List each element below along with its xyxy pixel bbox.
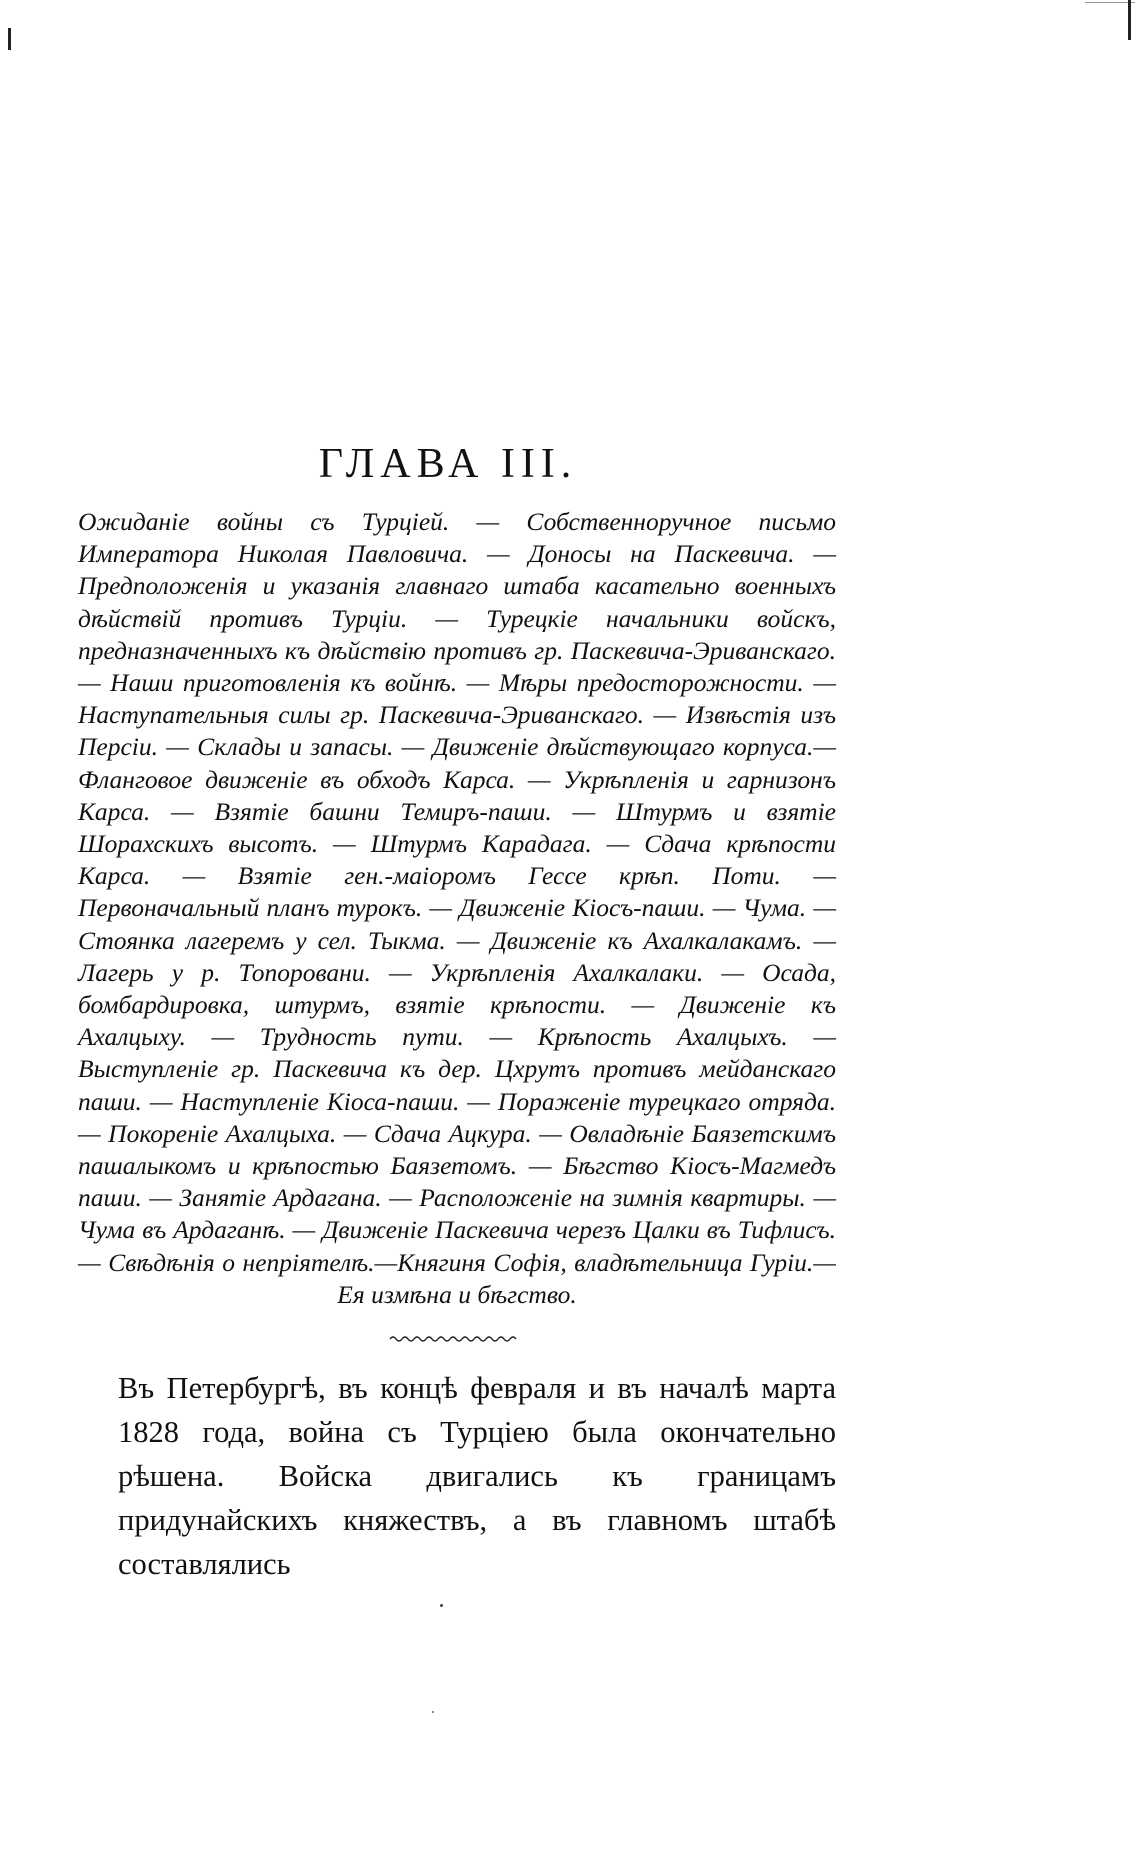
chapter-summary: Ожиданіе войны съ Турціей. — Собственноручное письмо Императора Николая Павловича. — Доносы на Паскевича. — Предположенія и указанія главнаго штаба касательно военныхъ дѣйствій противъ Турціи. — Турецкіе начальники войскъ, предназначенныхъ къ дѣйствію противъ гр. Паскевича-Эриванскаго. — Наши приготовленія къ войнѣ. — Мѣры предосторожности. — Наступательныя силы гр. Паскевича-Эриванскаго. — Извѣстія изъ Персіи. — Склады и запасы. — Движеніе дѣйствующаго корпуса.—Фланговое движеніе въ обходъ Карса. — Укрѣпленія и гарнизонъ Карса. — Взятіе башни Темиръ-паши. — Штурмъ и взятіе Шорахскихъ высотъ. — Штурмъ Карадага. — Сдача крѣпости Карса. — Взятіе ген.-маіоромъ Гессе крѣп. Поти. — Первоначальный планъ турокъ. — Движеніе Кіосъ-паши. — Чума. — Стоянка лагеремъ у сел. Тыкма. — Движеніе къ Ахалкалакамъ. — Лагерь у р. Топоровани. — Укрѣпленія Ахалкалаки. — Осада, бомбардировка, штурмъ, взятіе крѣпости. — Движеніе къ Ахалцыху. — Трудность пути. — Крѣпость Ахалцыхъ. — Выступленіе гр. Паскевича къ дер. Цхрутъ противъ мейданскаго паши. — Наступленіе Кіоса-паши. — Пораженіе турецкаго отряда. — Покореніе Ахалцыха. — Сдача Ацкура. — Овладѣніе Баязетскимъ пашалыкомъ и крѣпостью Баязетомъ. — Бѣгство Кіосъ-Магмедъ паши. — Занятіе Ардагана. — Расположеніе на зимнія квартиры. — Чума въ Ардаганѣ. — Движеніе Паскевича черезъ Цалки въ Тифлисъ. — Свѣдѣнія о непріятелѣ.—Княгиня Софія, владѣтельница Гуріи.— Ея измѣна и бѣгство. xyxy=(78,507,836,1309)
scan-edge-mark xyxy=(8,28,11,50)
scan-edge-mark xyxy=(1128,0,1131,40)
chapter-title: ГЛАВА III. xyxy=(318,441,578,487)
body-paragraph: Въ Петербургѣ, въ концѣ февраля и въ началѣ марта 1828 года, война съ Турціею была окончательно рѣшена. Войска двигались къ границамъ придунайскихъ княжествъ, а въ главномъ штабѣ составлялись xyxy=(118,1371,836,1581)
ornamental-divider xyxy=(388,1333,518,1345)
scan-speck xyxy=(440,1604,443,1607)
scan-speck xyxy=(432,1711,434,1713)
